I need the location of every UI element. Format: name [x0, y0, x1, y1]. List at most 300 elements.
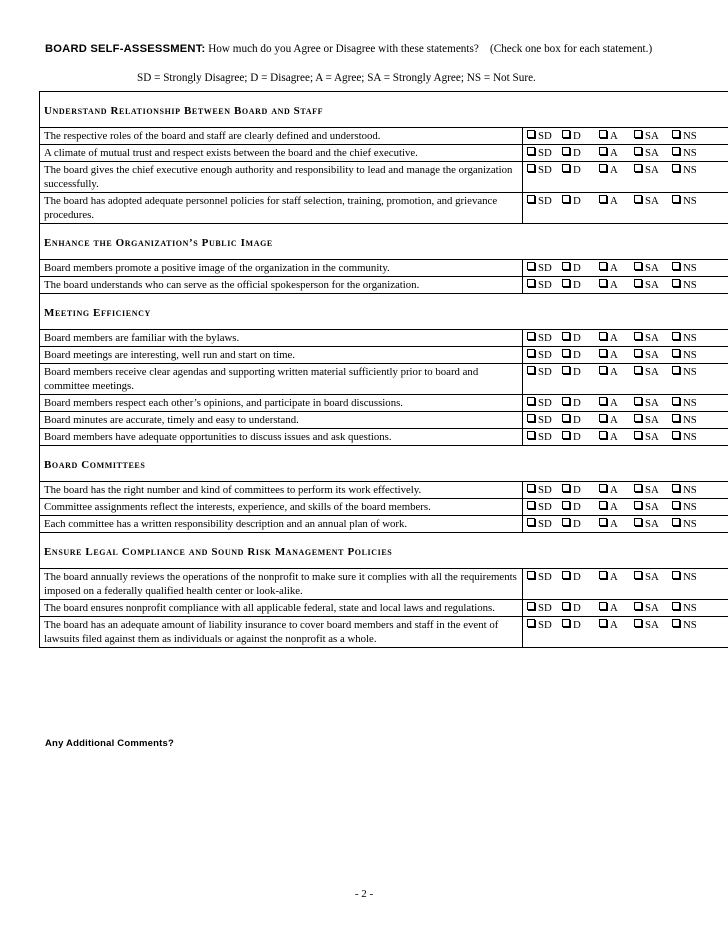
option-a[interactable] — [599, 278, 632, 292]
option-label: D — [573, 414, 581, 426]
option-a[interactable] — [599, 517, 632, 531]
statement-text: Board members have adequate opportunities to discuss issues and ask questions. — [40, 429, 523, 446]
option-sa[interactable] — [634, 430, 670, 444]
option-ns[interactable] — [672, 570, 706, 584]
option-ns[interactable] — [672, 396, 706, 410]
option-d[interactable] — [562, 163, 597, 177]
option-sd[interactable] — [527, 618, 560, 632]
checkbox-icon[interactable] — [599, 262, 607, 270]
checkbox-icon[interactable] — [527, 262, 535, 270]
checkbox-icon[interactable] — [599, 147, 607, 155]
option-d[interactable] — [562, 413, 597, 427]
assessment-header — [45, 43, 652, 55]
checkbox-icon[interactable] — [562, 195, 570, 203]
checkbox-icon[interactable] — [634, 431, 642, 439]
checkbox-icon[interactable] — [672, 397, 680, 405]
option-ns[interactable] — [672, 618, 706, 632]
checkbox-icon[interactable] — [599, 619, 607, 627]
option-ns[interactable] — [672, 146, 706, 160]
option-d[interactable] — [562, 348, 597, 362]
rating-options — [523, 162, 728, 193]
checkbox-icon[interactable] — [527, 349, 535, 357]
checkbox-icon[interactable] — [599, 332, 607, 340]
option-label: D — [573, 262, 581, 274]
option-label: NS — [683, 147, 697, 159]
checkbox-icon[interactable] — [634, 518, 642, 526]
option-d[interactable] — [562, 261, 597, 275]
checkbox-icon[interactable] — [634, 262, 642, 270]
checkbox-icon[interactable] — [599, 431, 607, 439]
statement-text: The board ensures nonprofit compliance with all applicable federal, state and local laws and regulations. — [40, 600, 523, 617]
checkbox-icon[interactable] — [527, 195, 535, 203]
checkbox-icon[interactable] — [562, 332, 570, 340]
checkbox-icon[interactable] — [527, 332, 535, 340]
checkbox-icon[interactable] — [562, 130, 570, 138]
checkbox-icon[interactable] — [562, 164, 570, 172]
option-sd[interactable] — [527, 365, 560, 379]
checkbox-icon[interactable] — [634, 130, 642, 138]
option-label: SA — [645, 397, 659, 409]
statement-row — [40, 516, 728, 533]
option-label: D — [573, 397, 581, 409]
option-label: A — [610, 484, 618, 496]
checkbox-icon[interactable] — [599, 571, 607, 579]
checkbox-icon[interactable] — [672, 262, 680, 270]
assessment-table — [39, 91, 728, 648]
option-label: SD — [538, 571, 552, 583]
rating-options — [523, 412, 728, 429]
option-a[interactable] — [599, 163, 632, 177]
option-label: A — [610, 571, 618, 583]
statement-row — [40, 499, 728, 516]
option-label: SD — [538, 262, 552, 274]
option-d[interactable] — [562, 618, 597, 632]
option-ns[interactable] — [672, 517, 706, 531]
rating-options — [523, 364, 728, 395]
checkbox-icon[interactable] — [672, 501, 680, 509]
statement-text: The board has adopted adequate personnel policies for staff selection, training, promotion, and grievance procedures. — [40, 193, 523, 224]
checkbox-icon[interactable] — [634, 366, 642, 374]
statement-text: Board meetings are interesting, well run and start on time. — [40, 347, 523, 364]
checkbox-icon[interactable] — [562, 571, 570, 579]
rating-options — [523, 429, 728, 446]
statement-row — [40, 429, 728, 446]
option-d[interactable] — [562, 194, 597, 208]
checkbox-icon[interactable] — [562, 147, 570, 155]
option-ns[interactable] — [672, 348, 706, 362]
option-label: SA — [645, 332, 659, 344]
option-sd[interactable] — [527, 331, 560, 345]
option-a[interactable] — [599, 348, 632, 362]
statement-text: Board members promote a positive image of the organization in the community. — [40, 260, 523, 277]
checkbox-icon[interactable] — [672, 431, 680, 439]
checkbox-icon[interactable] — [672, 349, 680, 357]
option-sd[interactable] — [527, 483, 560, 497]
option-label: NS — [683, 195, 697, 207]
checkbox-icon[interactable] — [634, 397, 642, 405]
comments-label: Any Additional Comments? — [45, 738, 175, 749]
option-sa[interactable] — [634, 618, 670, 632]
option-label: SA — [645, 164, 659, 176]
option-label: D — [573, 366, 581, 378]
option-sa[interactable] — [634, 331, 670, 345]
statement-row — [40, 364, 728, 395]
checkbox-icon[interactable] — [527, 571, 535, 579]
option-ns[interactable] — [672, 331, 706, 345]
option-label: A — [610, 262, 618, 274]
option-a[interactable] — [599, 618, 632, 632]
option-label: SD — [538, 332, 552, 344]
checkbox-icon[interactable] — [599, 164, 607, 172]
checkbox-icon[interactable] — [527, 501, 535, 509]
checkbox-icon[interactable] — [562, 431, 570, 439]
option-d[interactable] — [562, 129, 597, 143]
checkbox-icon[interactable] — [672, 366, 680, 374]
option-d[interactable] — [562, 146, 597, 160]
option-sa[interactable] — [634, 194, 670, 208]
statement-row — [40, 347, 728, 364]
statement-row — [40, 277, 728, 294]
option-sa[interactable] — [634, 413, 670, 427]
section-header — [40, 224, 728, 260]
option-d[interactable] — [562, 517, 597, 531]
option-ns[interactable] — [672, 163, 706, 177]
checkbox-icon[interactable] — [599, 195, 607, 203]
option-ns[interactable] — [672, 430, 706, 444]
option-label: SD — [538, 619, 552, 631]
rating-options — [523, 347, 728, 364]
statement-row — [40, 260, 728, 277]
statement-row — [40, 145, 728, 162]
checkbox-icon[interactable] — [672, 130, 680, 138]
option-sa[interactable] — [634, 601, 670, 615]
checkbox-icon[interactable] — [634, 332, 642, 340]
option-label: A — [610, 431, 618, 443]
checkbox-icon[interactable] — [527, 147, 535, 155]
checkbox-icon[interactable] — [562, 366, 570, 374]
option-sa[interactable] — [634, 517, 670, 531]
option-label: A — [610, 414, 618, 426]
option-label: SA — [645, 414, 659, 426]
option-label: A — [610, 130, 618, 142]
option-label: D — [573, 147, 581, 159]
checkbox-icon[interactable] — [527, 397, 535, 405]
option-sd[interactable] — [527, 601, 560, 615]
option-ns[interactable] — [672, 261, 706, 275]
option-label: SD — [538, 366, 552, 378]
option-a[interactable] — [599, 500, 632, 514]
option-label: SD — [538, 484, 552, 496]
checkbox-icon[interactable] — [527, 431, 535, 439]
section-header — [40, 533, 728, 569]
option-label: SA — [645, 147, 659, 159]
option-label: NS — [683, 501, 697, 513]
option-sa[interactable] — [634, 129, 670, 143]
option-sd[interactable] — [527, 413, 560, 427]
option-sa[interactable] — [634, 365, 670, 379]
statement-row — [40, 395, 728, 412]
checkbox-icon[interactable] — [527, 602, 535, 610]
option-a[interactable] — [599, 570, 632, 584]
option-label: SA — [645, 431, 659, 443]
option-ns[interactable] — [672, 413, 706, 427]
option-ns[interactable] — [672, 365, 706, 379]
checkbox-icon[interactable] — [599, 518, 607, 526]
option-sd[interactable] — [527, 261, 560, 275]
option-ns[interactable] — [672, 129, 706, 143]
section-title: Ensure Legal Compliance and Sound Risk Management Policies — [44, 546, 393, 558]
option-label: NS — [683, 414, 697, 426]
section-header — [40, 294, 728, 330]
checkbox-icon[interactable] — [634, 602, 642, 610]
option-label: SD — [538, 279, 552, 291]
option-label: NS — [683, 349, 697, 361]
option-sd[interactable] — [527, 430, 560, 444]
statement-text: The board has an adequate amount of liability insurance to cover board members and staff in the event of lawsuits filed against them as individuals or against the nonprofit as a whole. — [40, 617, 523, 648]
option-d[interactable] — [562, 278, 597, 292]
checkbox-icon[interactable] — [634, 195, 642, 203]
checkbox-icon[interactable] — [672, 164, 680, 172]
option-label: SA — [645, 619, 659, 631]
statement-text: Board members receive clear agendas and supporting written material sufficiently prior to board and committee meetings. — [40, 364, 523, 395]
option-label: NS — [683, 164, 697, 176]
option-ns[interactable] — [672, 601, 706, 615]
option-d[interactable] — [562, 601, 597, 615]
checkbox-icon[interactable] — [599, 602, 607, 610]
rating-options — [523, 499, 728, 516]
option-sa[interactable] — [634, 261, 670, 275]
checkbox-icon[interactable] — [634, 484, 642, 492]
checkbox-icon[interactable] — [599, 484, 607, 492]
checkbox-icon[interactable] — [634, 147, 642, 155]
checkbox-icon[interactable] — [562, 414, 570, 422]
statement-text: Each committee has a written responsibility description and an annual plan of work. — [40, 516, 523, 533]
rating-options — [523, 482, 728, 499]
option-label: NS — [683, 366, 697, 378]
option-label: NS — [683, 619, 697, 631]
checkbox-icon[interactable] — [672, 571, 680, 579]
checkbox-icon[interactable] — [634, 501, 642, 509]
checkbox-icon[interactable] — [599, 366, 607, 374]
option-label: D — [573, 501, 581, 513]
option-sd[interactable] — [527, 278, 560, 292]
option-label: SD — [538, 349, 552, 361]
statement-text: Board members respect each other’s opinions, and participate in board discussions. — [40, 395, 523, 412]
option-label: D — [573, 332, 581, 344]
checkbox-icon[interactable] — [634, 279, 642, 287]
checkbox-icon[interactable] — [599, 279, 607, 287]
assessment-instruction: (Check one box for each statement.) — [490, 43, 653, 55]
checkbox-icon[interactable] — [527, 130, 535, 138]
option-label: NS — [683, 279, 697, 291]
option-d[interactable] — [562, 331, 597, 345]
checkbox-icon[interactable] — [562, 518, 570, 526]
checkbox-icon[interactable] — [562, 501, 570, 509]
option-sa[interactable] — [634, 278, 670, 292]
checkbox-icon[interactable] — [599, 397, 607, 405]
option-label: D — [573, 602, 581, 614]
checkbox-icon[interactable] — [634, 414, 642, 422]
option-sd[interactable] — [527, 129, 560, 143]
option-a[interactable] — [599, 601, 632, 615]
option-d[interactable] — [562, 483, 597, 497]
checkbox-icon[interactable] — [634, 164, 642, 172]
option-sd[interactable] — [527, 163, 560, 177]
option-label: SD — [538, 518, 552, 530]
checkbox-icon[interactable] — [562, 619, 570, 627]
option-ns[interactable] — [672, 278, 706, 292]
page-number: - 2 - — [354, 888, 374, 900]
option-label: SA — [645, 602, 659, 614]
option-label: NS — [683, 484, 697, 496]
checkbox-icon[interactable] — [672, 279, 680, 287]
checkbox-icon[interactable] — [634, 619, 642, 627]
option-label: SA — [645, 484, 659, 496]
option-label: D — [573, 484, 581, 496]
checkbox-icon[interactable] — [527, 619, 535, 627]
option-label: SD — [538, 147, 552, 159]
option-label: D — [573, 279, 581, 291]
checkbox-icon[interactable] — [672, 332, 680, 340]
statement-row — [40, 330, 728, 347]
option-label: A — [610, 147, 618, 159]
checkbox-icon[interactable] — [599, 130, 607, 138]
checkbox-icon[interactable] — [599, 414, 607, 422]
option-label: NS — [683, 571, 697, 583]
rating-options — [523, 260, 728, 277]
checkbox-icon[interactable] — [562, 262, 570, 270]
rating-legend: SD = Strongly Disagree; D = Disagree; A = Agree; SA = Strongly Agree; NS = Not Sure. — [137, 72, 536, 84]
option-sd[interactable] — [527, 396, 560, 410]
option-sd[interactable] — [527, 570, 560, 584]
option-a[interactable] — [599, 483, 632, 497]
option-label: SA — [645, 262, 659, 274]
checkbox-icon[interactable] — [672, 518, 680, 526]
checkbox-icon[interactable] — [562, 397, 570, 405]
option-a[interactable] — [599, 261, 632, 275]
option-a[interactable] — [599, 331, 632, 345]
section-title: Board Committees — [44, 459, 146, 471]
option-label: A — [610, 332, 618, 344]
checkbox-icon[interactable] — [562, 349, 570, 357]
option-label: A — [610, 195, 618, 207]
option-label: SA — [645, 366, 659, 378]
checkbox-icon[interactable] — [527, 366, 535, 374]
section-title: Understand Relationship Between Board and Staff — [44, 105, 324, 117]
rating-options — [523, 569, 728, 600]
statement-text: The board understands who can serve as the official spokesperson for the organization. — [40, 277, 523, 294]
checkbox-icon[interactable] — [599, 349, 607, 357]
option-ns[interactable] — [672, 483, 706, 497]
option-d[interactable] — [562, 570, 597, 584]
option-label: SD — [538, 130, 552, 142]
statement-text: Board members are familiar with the bylaws. — [40, 330, 523, 347]
option-a[interactable] — [599, 413, 632, 427]
option-label: SA — [645, 279, 659, 291]
option-sd[interactable] — [527, 500, 560, 514]
checkbox-icon[interactable] — [527, 518, 535, 526]
checkbox-icon[interactable] — [672, 414, 680, 422]
checkbox-icon[interactable] — [672, 195, 680, 203]
option-sa[interactable] — [634, 483, 670, 497]
statement-text: Committee assignments reflect the interests, experience, and skills of the board members. — [40, 499, 523, 516]
option-a[interactable] — [599, 430, 632, 444]
checkbox-icon[interactable] — [672, 619, 680, 627]
section-title: Meeting Efficiency — [44, 307, 151, 319]
assessment-title: BOARD SELF-ASSESSMENT: — [45, 43, 206, 55]
checkbox-icon[interactable] — [527, 484, 535, 492]
option-label: D — [573, 619, 581, 631]
checkbox-icon[interactable] — [562, 602, 570, 610]
option-d[interactable] — [562, 365, 597, 379]
option-sd[interactable] — [527, 146, 560, 160]
option-sa[interactable] — [634, 163, 670, 177]
option-label: NS — [683, 431, 697, 443]
option-sa[interactable] — [634, 570, 670, 584]
statement-row — [40, 617, 728, 648]
assessment-question: How much do you Agree or Disagree with these statements? — [208, 43, 479, 55]
option-label: NS — [683, 397, 697, 409]
option-ns[interactable] — [672, 500, 706, 514]
option-sa[interactable] — [634, 146, 670, 160]
option-label: D — [573, 518, 581, 530]
option-sa[interactable] — [634, 396, 670, 410]
option-a[interactable] — [599, 194, 632, 208]
checkbox-icon[interactable] — [527, 164, 535, 172]
option-d[interactable] — [562, 396, 597, 410]
option-label: NS — [683, 332, 697, 344]
option-ns[interactable] — [672, 194, 706, 208]
option-a[interactable] — [599, 396, 632, 410]
checkbox-icon[interactable] — [562, 484, 570, 492]
checkbox-icon[interactable] — [672, 484, 680, 492]
option-label: SA — [645, 501, 659, 513]
option-sd[interactable] — [527, 348, 560, 362]
statement-row — [40, 600, 728, 617]
checkbox-icon[interactable] — [562, 279, 570, 287]
checkbox-icon[interactable] — [599, 501, 607, 509]
section-header — [40, 446, 728, 482]
option-d[interactable] — [562, 430, 597, 444]
option-label: A — [610, 279, 618, 291]
option-label: SA — [645, 349, 659, 361]
rating-options — [523, 128, 728, 145]
option-sd[interactable] — [527, 517, 560, 531]
option-a[interactable] — [599, 365, 632, 379]
statement-row — [40, 128, 728, 145]
option-label: D — [573, 195, 581, 207]
checkbox-icon[interactable] — [527, 414, 535, 422]
option-a[interactable] — [599, 129, 632, 143]
option-a[interactable] — [599, 146, 632, 160]
option-label: A — [610, 164, 618, 176]
option-label: NS — [683, 518, 697, 530]
option-label: A — [610, 602, 618, 614]
checkbox-icon[interactable] — [672, 147, 680, 155]
checkbox-icon[interactable] — [634, 349, 642, 357]
checkbox-icon[interactable] — [672, 602, 680, 610]
option-sa[interactable] — [634, 500, 670, 514]
option-d[interactable] — [562, 500, 597, 514]
statement-text: The board gives the chief executive enough authority and responsibility to lead and manage the organization successfully. — [40, 162, 523, 193]
option-label: A — [610, 366, 618, 378]
option-sa[interactable] — [634, 348, 670, 362]
statement-row — [40, 482, 728, 499]
checkbox-icon[interactable] — [634, 571, 642, 579]
option-sd[interactable] — [527, 194, 560, 208]
section-title: Enhance the Organization’s Public Image — [44, 237, 273, 249]
checkbox-icon[interactable] — [527, 279, 535, 287]
